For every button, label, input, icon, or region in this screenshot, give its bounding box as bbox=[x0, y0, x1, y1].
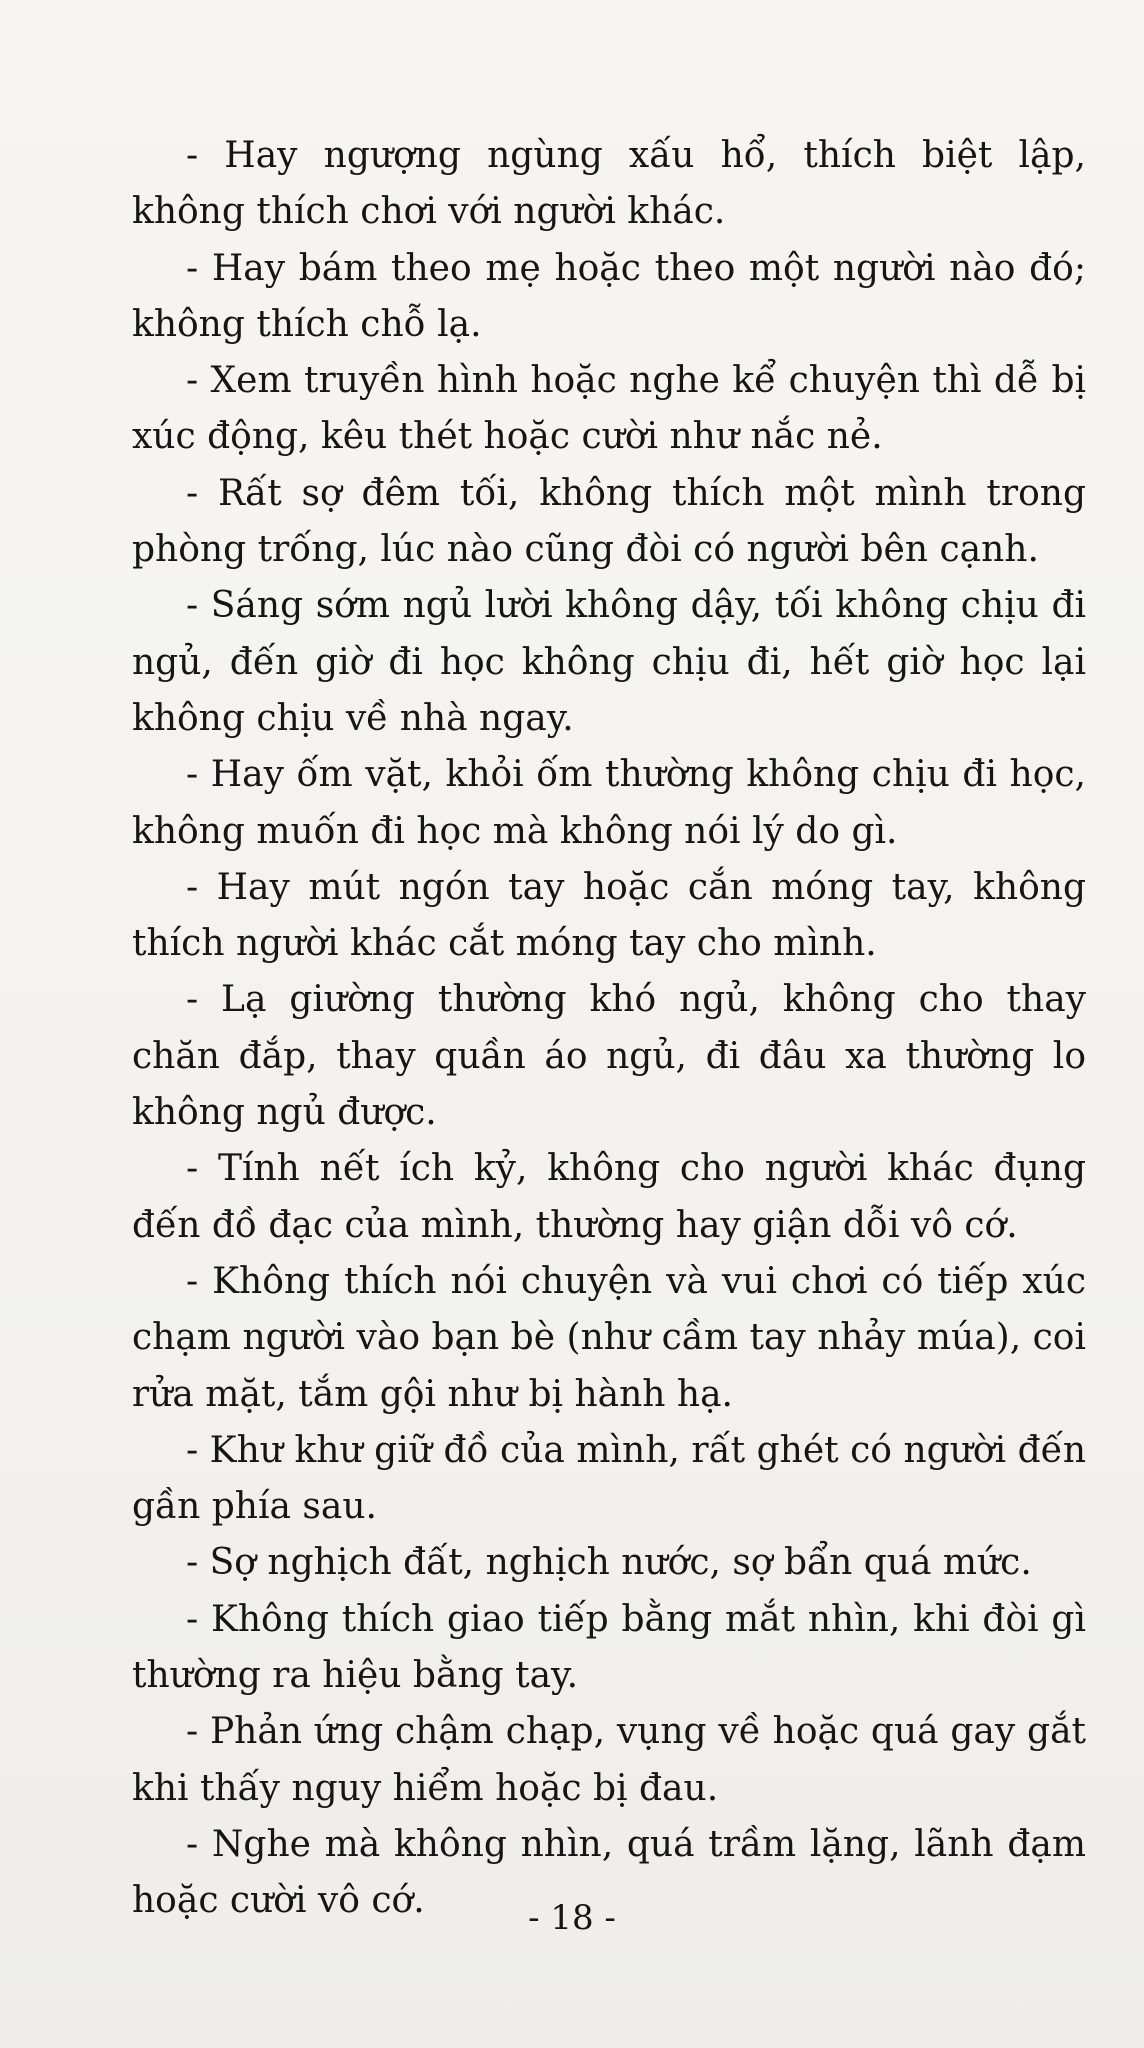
list-item-12: - Sợ nghịch đất, nghịch nước, sợ bẩn quá mức. bbox=[186, 1542, 1032, 1584]
list-item-1: - Hay ngượng ngùng xấu hổ, thích biệt lập, không thích chơi với người khác. bbox=[132, 135, 1086, 233]
list-item-5: - Sáng sớm ngủ lười không dậy, tối không chịu đi ngủ, đến giờ đi học không chịu đi, hết giờ học lại không chịu về nhà ngay. bbox=[132, 585, 1086, 739]
body-text bbox=[132, 128, 1086, 1930]
list-item-8: - Lạ giường thường khó ngủ, không cho thay chăn đắp, thay quần áo ngủ, đi đâu xa thường lo không ngủ được. bbox=[132, 979, 1086, 1134]
list-item-10: - Không thích nói chuyện và vui chơi có tiếp xúc chạm người vào bạn bè (như cầm tay nhảy múa), coi rửa mặt, tắm gội như bị hành hạ. bbox=[132, 1260, 1086, 1415]
list-item-15: - Nghe mà không nhìn, quá trầm lặng, lãnh đạm hoặc cười vô cớ. bbox=[132, 1823, 1086, 1922]
list-item-13: - Không thích giao tiếp bằng mắt nhìn, khi đòi gì thường ra hiệu bằng tay. bbox=[132, 1598, 1086, 1697]
list-item-3: - Xem truyền hình hoặc nghe kể chuyện thì dễ bị xúc động, kêu thét hoặc cười như nắc nẻ. bbox=[132, 360, 1086, 458]
page-number: - 18 - bbox=[528, 1898, 616, 1938]
list-item-4: - Rất sợ đêm tối, không thích một mình trong phòng trống, lúc nào cũng đòi có người bên cạnh. bbox=[132, 472, 1086, 571]
list-item-9: - Tính nết ích kỷ, không cho người khác đụng đến đồ đạc của mình, thường hay giận dỗi vô cớ. bbox=[132, 1148, 1086, 1246]
list-item-11: - Khư khư giữ đồ của mình, rất ghét có người đến gần phía sau. bbox=[132, 1429, 1086, 1528]
list-item-7: - Hay mút ngón tay hoặc cắn móng tay, không thích người khác cắt móng tay cho mình. bbox=[132, 866, 1086, 965]
list-item-2: - Hay bám theo mẹ hoặc theo một người nào đó; không thích chỗ lạ. bbox=[132, 247, 1086, 345]
list-item-6: - Hay ốm vặt, khỏi ốm thường không chịu đi học, không muốn đi học mà không nói lý do gì. bbox=[132, 754, 1086, 852]
list-item-14: - Phản ứng chậm chạp, vụng về hoặc quá gay gắt khi thấy nguy hiểm hoặc bị đau. bbox=[132, 1711, 1086, 1809]
